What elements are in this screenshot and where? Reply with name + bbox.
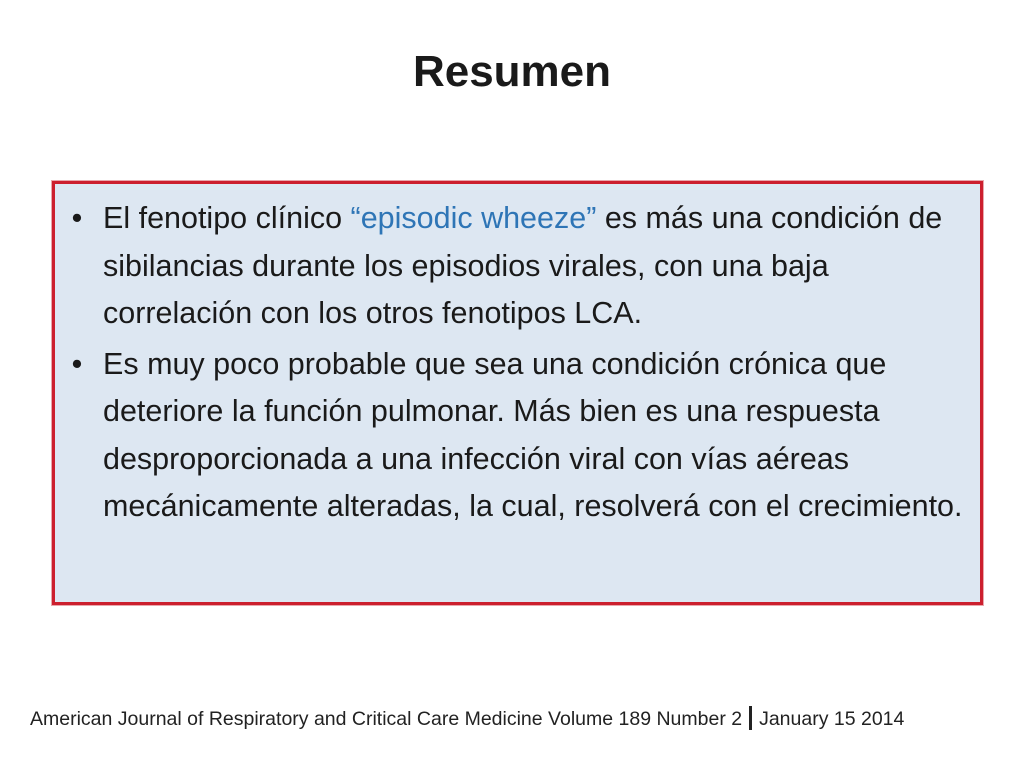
bullet-2-text: Es muy poco probable que sea una condición crónica que deteriore la función pulmonar. Más bien es una respuesta desproporcionada a una infección viral con vías aéreas mecánicamente alteradas, la cual, resolverá con el crecimiento. bbox=[103, 346, 963, 523]
bullet-item-chronic-condition bbox=[67, 341, 967, 531]
citation-journal: American Journal of Respiratory and Critical Care Medicine Volume 189 Number 2 bbox=[30, 708, 743, 730]
bullet-1-text-before: El fenotipo clínico bbox=[103, 201, 351, 235]
bullet-icon: • bbox=[71, 346, 83, 381]
bullet-1-highlight-term: “episodic wheeze” bbox=[350, 201, 597, 235]
citation-date: January 15 2014 bbox=[759, 708, 905, 730]
bullet-item-episodic-wheeze bbox=[67, 195, 967, 338]
bullet-icon: • bbox=[71, 201, 83, 235]
citation-separator bbox=[749, 706, 752, 730]
bullet-1-text-after: es más una condición de sibilancias durante los episodios virales, con una baja correlación con los otros fenotipos LCA. bbox=[103, 201, 943, 330]
journal-citation bbox=[30, 706, 1000, 732]
slide-title: Resumen bbox=[412, 47, 612, 96]
bullet-list bbox=[67, 195, 967, 534]
summary-box bbox=[52, 181, 983, 605]
